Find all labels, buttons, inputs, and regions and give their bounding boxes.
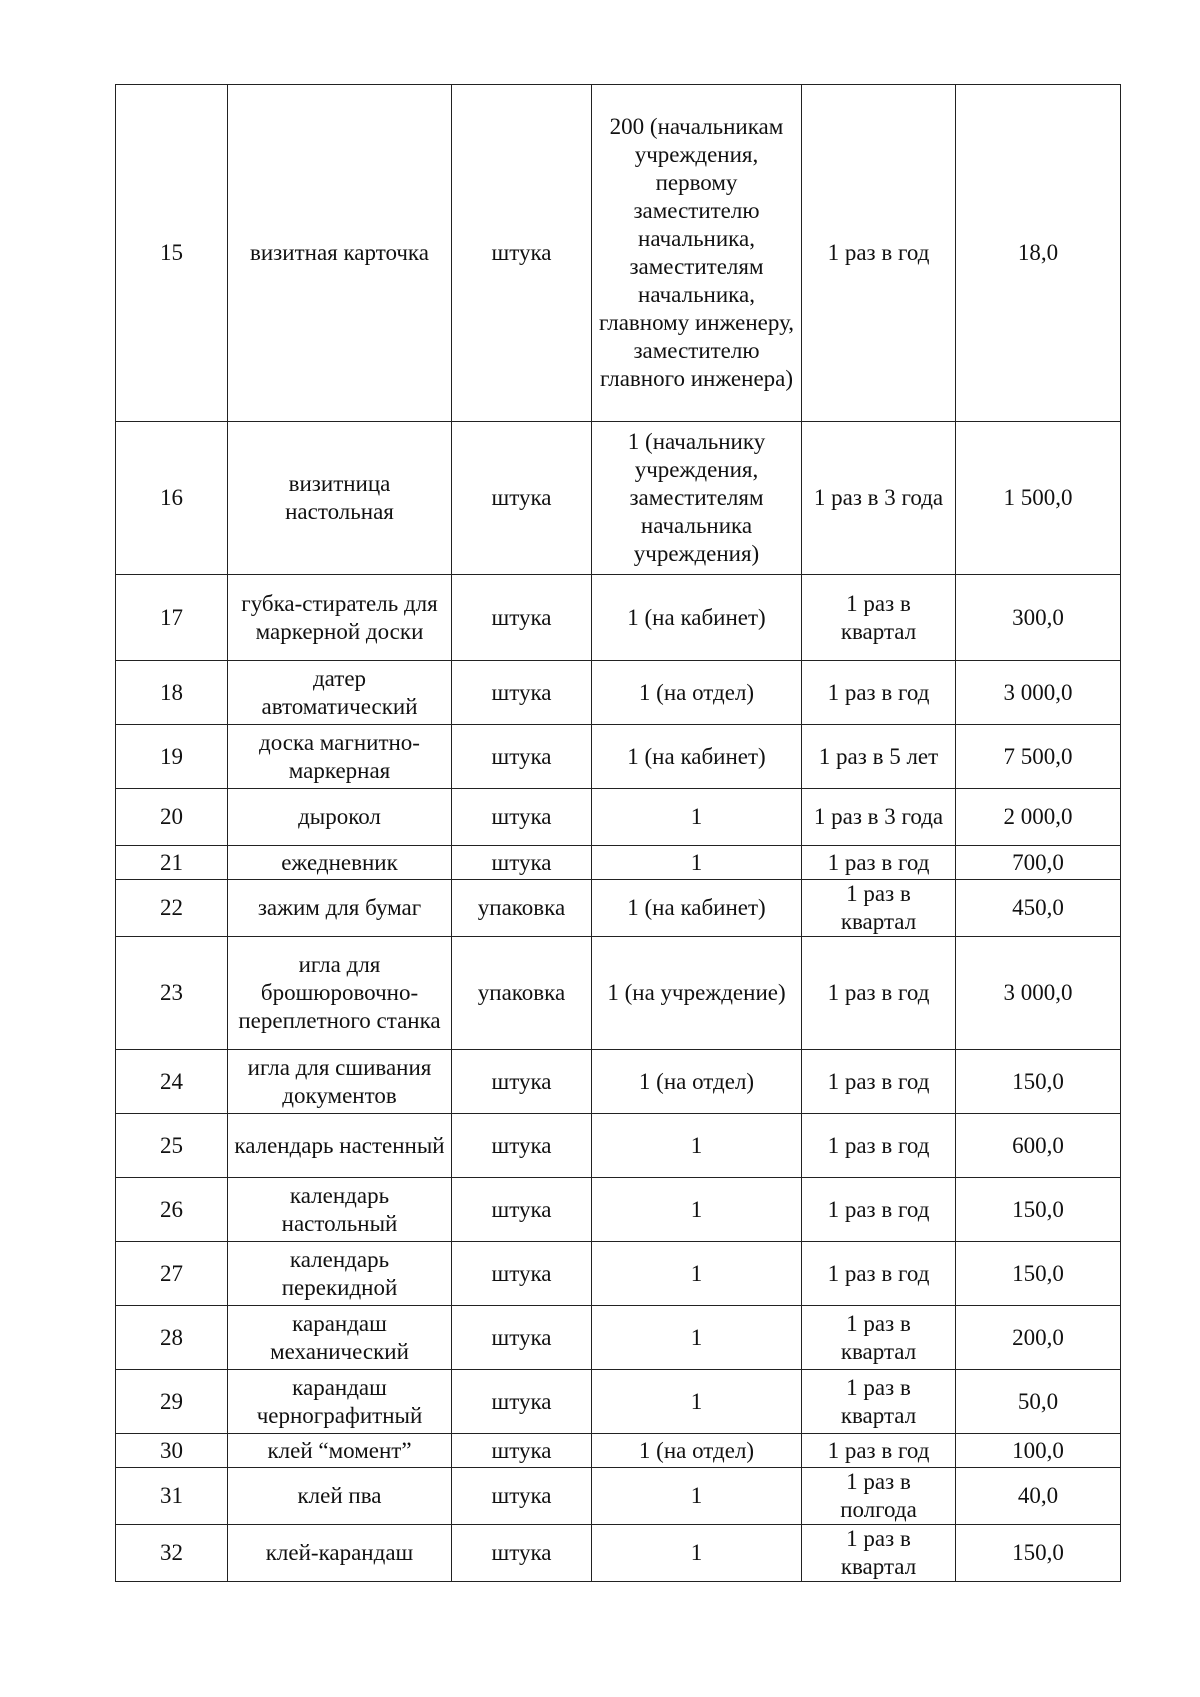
unit-cell: штука <box>452 725 592 789</box>
frequency-cell: 1 раз в год <box>802 1114 956 1178</box>
unit-cell: штука <box>452 575 592 661</box>
table-row <box>116 422 1121 575</box>
unit-cell: штука <box>452 789 592 846</box>
quantity-cell: 1 <box>592 1306 802 1370</box>
unit-cell: упаковка <box>452 937 592 1050</box>
frequency-cell: 1 раз в полгода <box>802 1468 956 1525</box>
item-name-cell: карандаш чернографитный <box>228 1370 452 1434</box>
unit-cell: штука <box>452 1050 592 1114</box>
item-name-cell: карандаш механический <box>228 1306 452 1370</box>
quantity-cell: 1 (на кабинет) <box>592 880 802 937</box>
row-number-cell: 19 <box>116 725 228 789</box>
quantity-cell: 1 <box>592 1525 802 1582</box>
price-cell: 700,0 <box>956 846 1121 880</box>
item-name-cell: доска магнитно-маркерная <box>228 725 452 789</box>
item-name-cell: игла для брошюровочно-переплетного станка <box>228 937 452 1050</box>
row-number-cell: 21 <box>116 846 228 880</box>
quantity-cell: 1 <box>592 1370 802 1434</box>
table-body <box>116 85 1121 1582</box>
price-cell: 7 500,0 <box>956 725 1121 789</box>
frequency-cell: 1 раз в квартал <box>802 880 956 937</box>
table-row <box>116 880 1121 937</box>
item-name-cell: игла для сшивания документов <box>228 1050 452 1114</box>
quantity-cell: 1 <box>592 1114 802 1178</box>
frequency-cell: 1 раз в год <box>802 1242 956 1306</box>
frequency-cell: 1 раз в 5 лет <box>802 725 956 789</box>
quantity-cell: 1 (на отдел) <box>592 1050 802 1114</box>
unit-cell: штука <box>452 846 592 880</box>
item-name-cell: календарь настольный <box>228 1178 452 1242</box>
price-cell: 300,0 <box>956 575 1121 661</box>
row-number-cell: 31 <box>116 1468 228 1525</box>
price-cell: 450,0 <box>956 880 1121 937</box>
table-row <box>116 1050 1121 1114</box>
table-row <box>116 1178 1121 1242</box>
item-name-cell: дырокол <box>228 789 452 846</box>
frequency-cell: 1 раз в квартал <box>802 1525 956 1582</box>
table-row <box>116 1525 1121 1582</box>
unit-cell: упаковка <box>452 880 592 937</box>
table-row <box>116 846 1121 880</box>
unit-cell: штука <box>452 422 592 575</box>
frequency-cell: 1 раз в квартал <box>802 1370 956 1434</box>
unit-cell: штука <box>452 1434 592 1468</box>
frequency-cell: 1 раз в год <box>802 661 956 725</box>
item-name-cell: ежедневник <box>228 846 452 880</box>
row-number-cell: 24 <box>116 1050 228 1114</box>
table-row <box>116 1370 1121 1434</box>
price-cell: 50,0 <box>956 1370 1121 1434</box>
frequency-cell: 1 раз в год <box>802 85 956 422</box>
item-name-cell: губка-стиратель для маркерной доски <box>228 575 452 661</box>
frequency-cell: 1 раз в год <box>802 1050 956 1114</box>
table-row <box>116 1468 1121 1525</box>
item-name-cell: зажим для бумаг <box>228 880 452 937</box>
table-row <box>116 85 1121 422</box>
quantity-cell: 1 <box>592 1178 802 1242</box>
table-row <box>116 937 1121 1050</box>
item-name-cell: клей-карандаш <box>228 1525 452 1582</box>
table-row <box>116 661 1121 725</box>
quantity-cell: 1 (на отдел) <box>592 661 802 725</box>
table-row <box>116 725 1121 789</box>
row-number-cell: 15 <box>116 85 228 422</box>
row-number-cell: 30 <box>116 1434 228 1468</box>
price-cell: 200,0 <box>956 1306 1121 1370</box>
price-cell: 3 000,0 <box>956 661 1121 725</box>
quantity-cell: 1 (на кабинет) <box>592 725 802 789</box>
table-row <box>116 1306 1121 1370</box>
unit-cell: штука <box>452 1468 592 1525</box>
row-number-cell: 16 <box>116 422 228 575</box>
price-cell: 1 500,0 <box>956 422 1121 575</box>
price-cell: 40,0 <box>956 1468 1121 1525</box>
price-cell: 150,0 <box>956 1178 1121 1242</box>
frequency-cell: 1 раз в год <box>802 1178 956 1242</box>
row-number-cell: 22 <box>116 880 228 937</box>
unit-cell: штука <box>452 1242 592 1306</box>
price-cell: 18,0 <box>956 85 1121 422</box>
price-cell: 150,0 <box>956 1050 1121 1114</box>
frequency-cell: 1 раз в 3 года <box>802 422 956 575</box>
frequency-cell: 1 раз в 3 года <box>802 789 956 846</box>
row-number-cell: 26 <box>116 1178 228 1242</box>
row-number-cell: 23 <box>116 937 228 1050</box>
price-cell: 150,0 <box>956 1525 1121 1582</box>
row-number-cell: 28 <box>116 1306 228 1370</box>
price-cell: 2 000,0 <box>956 789 1121 846</box>
price-cell: 100,0 <box>956 1434 1121 1468</box>
table-row <box>116 575 1121 661</box>
price-cell: 600,0 <box>956 1114 1121 1178</box>
price-cell: 150,0 <box>956 1242 1121 1306</box>
quantity-cell: 200 (начальникам учреждения, первому заместителю начальника, заместителям начальника, главному инженеру, заместителю главного инженера) <box>592 85 802 422</box>
item-name-cell: датер автоматический <box>228 661 452 725</box>
quantity-cell: 1 <box>592 846 802 880</box>
table-row <box>116 789 1121 846</box>
item-name-cell: календарь перекидной <box>228 1242 452 1306</box>
frequency-cell: 1 раз в год <box>802 846 956 880</box>
frequency-cell: 1 раз в квартал <box>802 1306 956 1370</box>
unit-cell: штука <box>452 1370 592 1434</box>
quantity-cell: 1 (на учреждение) <box>592 937 802 1050</box>
item-name-cell: календарь настенный <box>228 1114 452 1178</box>
frequency-cell: 1 раз в год <box>802 1434 956 1468</box>
quantity-cell: 1 (на отдел) <box>592 1434 802 1468</box>
item-name-cell: клей пва <box>228 1468 452 1525</box>
item-name-cell: визитница настольная <box>228 422 452 575</box>
quantity-cell: 1 (на кабинет) <box>592 575 802 661</box>
unit-cell: штука <box>452 85 592 422</box>
unit-cell: штука <box>452 661 592 725</box>
row-number-cell: 18 <box>116 661 228 725</box>
row-number-cell: 32 <box>116 1525 228 1582</box>
unit-cell: штука <box>452 1178 592 1242</box>
unit-cell: штука <box>452 1525 592 1582</box>
row-number-cell: 27 <box>116 1242 228 1306</box>
frequency-cell: 1 раз в квартал <box>802 575 956 661</box>
quantity-cell: 1 (начальнику учреждения, заместителям начальника учреждения) <box>592 422 802 575</box>
table-row <box>116 1434 1121 1468</box>
table-row <box>116 1242 1121 1306</box>
row-number-cell: 17 <box>116 575 228 661</box>
row-number-cell: 20 <box>116 789 228 846</box>
unit-cell: штука <box>452 1114 592 1178</box>
quantity-cell: 1 <box>592 789 802 846</box>
supplies-norms-table <box>115 84 1121 1582</box>
price-cell: 3 000,0 <box>956 937 1121 1050</box>
table-row <box>116 1114 1121 1178</box>
item-name-cell: клей “момент” <box>228 1434 452 1468</box>
row-number-cell: 25 <box>116 1114 228 1178</box>
item-name-cell: визитная карточка <box>228 85 452 422</box>
frequency-cell: 1 раз в год <box>802 937 956 1050</box>
row-number-cell: 29 <box>116 1370 228 1434</box>
quantity-cell: 1 <box>592 1468 802 1525</box>
quantity-cell: 1 <box>592 1242 802 1306</box>
unit-cell: штука <box>452 1306 592 1370</box>
